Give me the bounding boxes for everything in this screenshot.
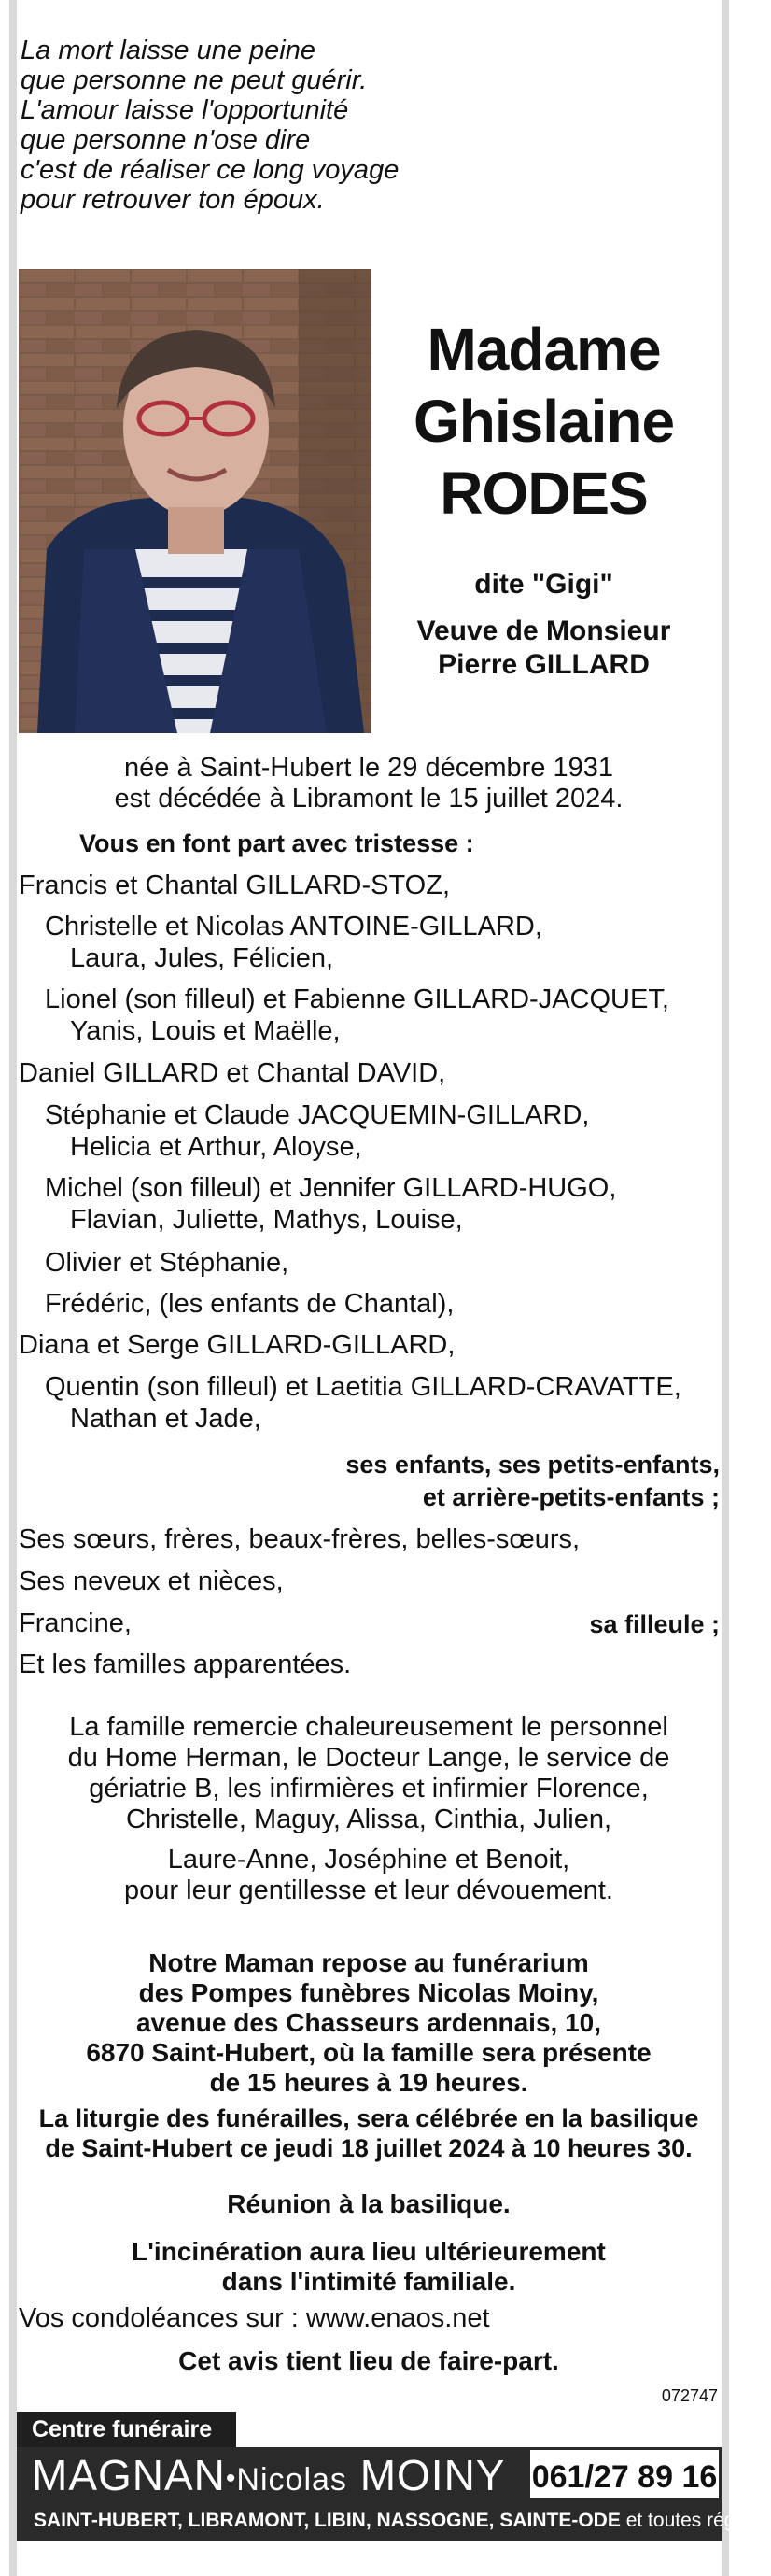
- funerarium-line: 6870 Saint-Hubert, où la famille sera présente: [86, 2038, 652, 2067]
- family-line: Yanis, Louis et Maëlle,: [70, 1016, 341, 1046]
- footer-label: Centre funéraire: [17, 2412, 236, 2447]
- footer-band: [17, 2447, 722, 2501]
- name-first: Ghislaine: [413, 388, 675, 455]
- birth-line: née à Saint-Hubert le 29 décembre 1931: [124, 753, 613, 783]
- family-role: ses enfants, ses petits-enfants,: [345, 1451, 720, 1479]
- brand-main: MAGNAN: [32, 2451, 226, 2499]
- meeting-info: Réunion à la basilique.: [227, 2189, 511, 2218]
- regions-list: SAINT-HUBERT, LIBRAMONT, LIBIN, NASSOGNE, SAINTE-ODE: [34, 2510, 621, 2531]
- thanks-line: gériatrie B, les infirmières et infirmier Florence,: [89, 1774, 649, 1804]
- family-line: Flavian, Juliette, Mathys, Louise,: [70, 1205, 463, 1235]
- cremation-line: L'incinération aura lieu ultérieurement: [132, 2237, 606, 2266]
- regions-tail: et toutes régions: [625, 2510, 771, 2531]
- family-line: Francine,: [19, 1608, 132, 1638]
- liturgy-block: [19, 2103, 719, 2163]
- family-line: Olivier et Stéphanie,: [45, 1248, 289, 1278]
- poem-line: La mort laisse une peine: [21, 35, 315, 65]
- poem-line: c'est de réaliser ce long voyage: [21, 155, 400, 185]
- poem-line: que personne n'ose dire: [21, 125, 311, 155]
- thanks-line: pour leur gentillesse et leur dévouement.: [124, 1875, 613, 1905]
- family-line: Ses sœurs, frères, beaux-frères, belles-sœurs,: [19, 1524, 581, 1554]
- family-line: Frédéric, (les enfants de Chantal),: [45, 1289, 455, 1319]
- phone-number: 061/27 89 16: [527, 2447, 722, 2501]
- brand-separator: •: [225, 2462, 237, 2494]
- name-last: RODES: [440, 460, 648, 527]
- nickname: dite "Gigi": [474, 569, 613, 600]
- family-role: sa filleule ;: [589, 1610, 720, 1638]
- cremation-block: [19, 2237, 719, 2297]
- thanks-line: Laure-Anne, Joséphine et Benoit,: [167, 1845, 570, 1875]
- funeral-home-footer: [17, 2412, 771, 2576]
- portrait-photo: [19, 269, 371, 733]
- funerarium-line: avenue des Chasseurs ardennais, 10,: [135, 2008, 602, 2037]
- deceased-subtitle: [373, 568, 714, 682]
- family-line: Nathan et Jade,: [70, 1404, 261, 1434]
- widow-line: Pierre GILLARD: [438, 649, 650, 680]
- notice-line: Cet avis tient lieu de faire-part.: [178, 2346, 559, 2375]
- service-regions: [17, 2501, 771, 2541]
- family-line: Helicia et Arthur, Aloyse,: [70, 1132, 362, 1162]
- liturgy-line: de Saint-Hubert ce jeudi 18 juillet 2024 à 10 heures 30.: [45, 2134, 693, 2162]
- family-line: Diana et Serge GILLARD-GILLARD,: [19, 1330, 456, 1360]
- family-line: Laura, Jules, Félicien,: [70, 943, 334, 973]
- deceased-name: [373, 314, 714, 530]
- poem-line: L'amour laisse l'opportunité: [21, 95, 349, 125]
- opening-poem: [21, 35, 543, 215]
- funerarium-block: [19, 1948, 719, 2098]
- widow-line: Veuve de Monsieur: [416, 616, 671, 646]
- poem-line: que personne ne peut guérir.: [21, 65, 368, 95]
- family-line: Francis et Chantal GILLARD-STOZ,: [19, 870, 451, 900]
- reference-number: 072747: [661, 2386, 718, 2405]
- poem-line: pour retrouver ton époux.: [21, 185, 325, 215]
- brand-small: Nicolas: [236, 2462, 347, 2498]
- death-line: est décédée à Libramont le 15 juillet 2024.: [114, 784, 624, 814]
- family-role: et arrière-petits-enfants ;: [422, 1483, 720, 1511]
- birth-death-info: [19, 753, 719, 814]
- announcement: Vous en font part avec tristesse :: [79, 829, 474, 857]
- thanks-line: du Home Herman, le Docteur Lange, le service de: [67, 1743, 670, 1773]
- thanks-line: Christelle, Maguy, Alissa, Cinthia, Julien,: [125, 1805, 612, 1834]
- thanks-block: [19, 1712, 719, 1906]
- family-line: Ses neveux et nièces,: [19, 1566, 284, 1596]
- family-line: Lionel (son filleul) et Fabienne GILLARD-JACQUET,: [45, 984, 669, 1014]
- condolences-link[interactable]: Vos condoléances sur : www.enaos.net: [19, 2303, 490, 2333]
- funerarium-line: des Pompes funèbres Nicolas Moiny,: [138, 1978, 599, 2007]
- funeral-home-brand: [32, 2451, 505, 2504]
- portrait-illustration: [19, 269, 371, 733]
- funerarium-line: de 15 heures à 19 heures.: [209, 2068, 528, 2097]
- cremation-line: dans l'intimité familiale.: [221, 2267, 516, 2296]
- funerarium-line: Notre Maman repose au funérarium: [148, 1948, 589, 1977]
- thanks-line: La famille remercie chaleureusement le personnel: [69, 1712, 668, 1742]
- family-line: Christelle et Nicolas ANTOINE-GILLARD,: [45, 912, 542, 941]
- family-line: Stéphanie et Claude JACQUEMIN-GILLARD,: [45, 1100, 590, 1130]
- liturgy-line: La liturgie des funérailles, sera célébrée en la basilique: [38, 2104, 699, 2132]
- name-title: Madame: [427, 316, 661, 383]
- family-line: Et les familles apparentées.: [19, 1649, 352, 1679]
- family-line: Daniel GILLARD et Chantal DAVID,: [19, 1058, 446, 1088]
- family-line: Michel (son filleul) et Jennifer GILLARD-HUGO,: [45, 1173, 617, 1203]
- brand-end: MOINY: [359, 2451, 506, 2499]
- family-line: Quentin (son filleul) et Laetitia GILLARD-CRAVATTE,: [45, 1372, 681, 1402]
